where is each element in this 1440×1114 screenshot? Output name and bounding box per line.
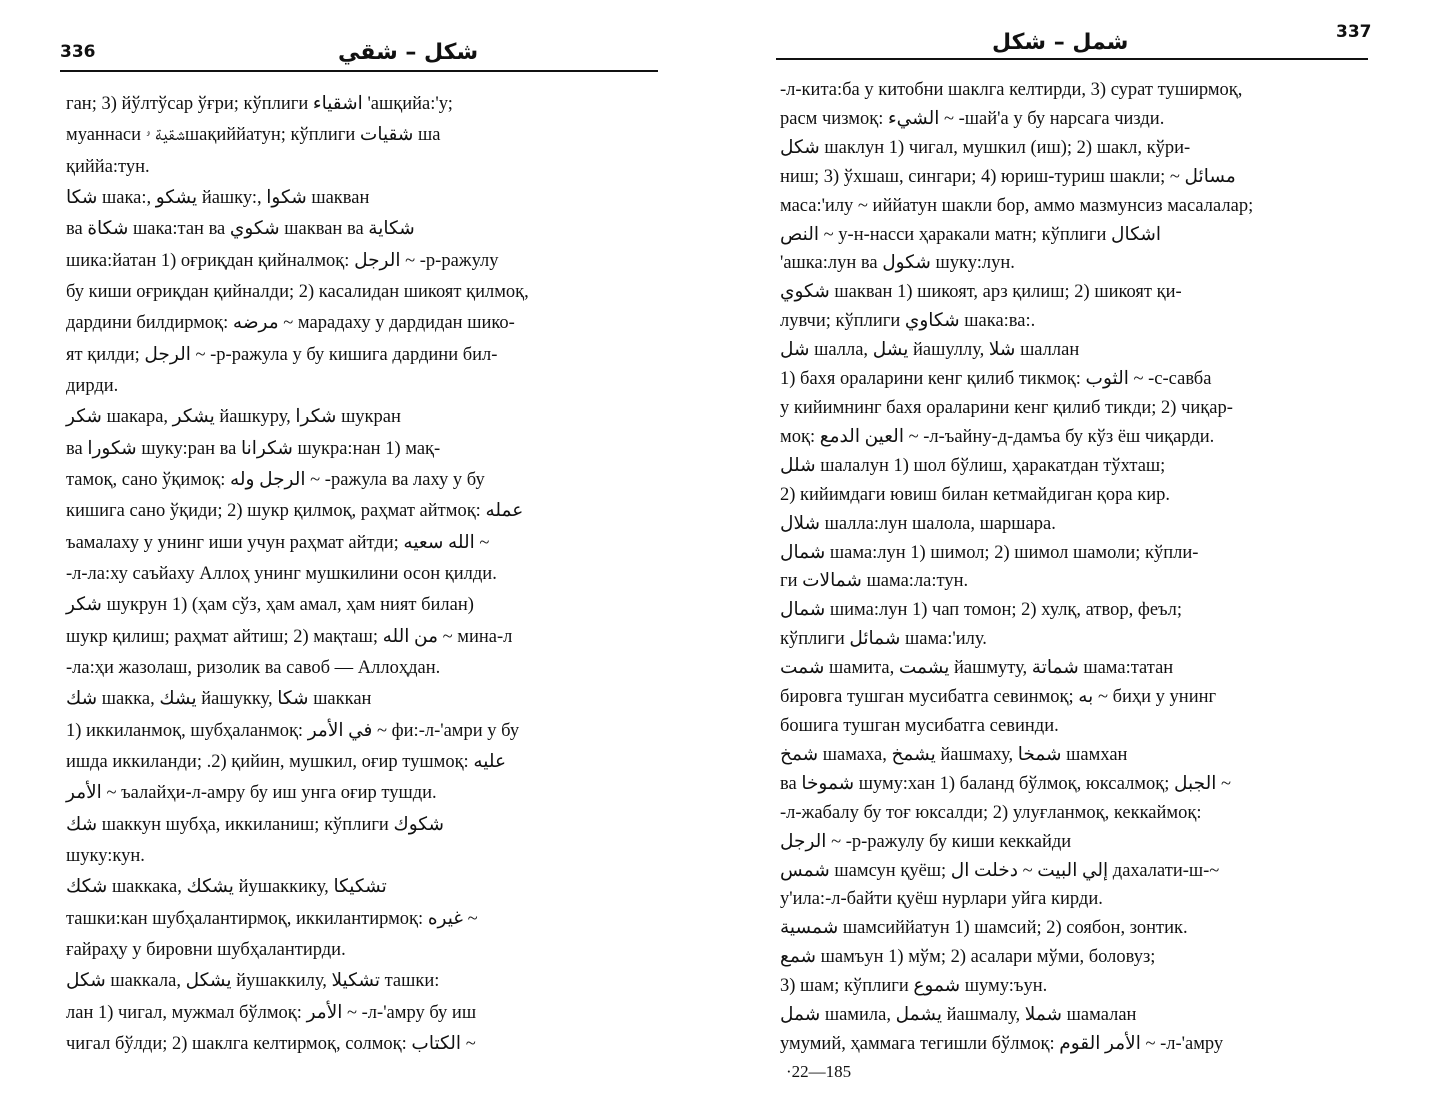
header-rule-right — [776, 58, 1368, 60]
text-line: у кийимнинг бахя ораларини кенг қилиб тикди; 2) чиқар- — [780, 398, 1233, 418]
text-line: ташки:кан шубҳалантирмоқ, иккилантирмоқ: غيره ~ — [66, 908, 478, 929]
footer-signature: ·22—185 — [786, 1062, 852, 1081]
text-line: ят қилди; الرجل ~ -р-ражула у бу кишига дардини бил- — [66, 344, 498, 365]
text-line: дардини билдирмоқ: مرضه ~ марадаху у дардидан шико- — [66, 313, 515, 334]
text-line: қиййа:тун. — [66, 156, 150, 177]
text-line: شكا шака:, يشكو йашку:, شكوا шакван — [66, 188, 370, 208]
text-line: ги شمالات шама:ла:тун. — [780, 571, 969, 592]
text-line: شك шакка, يشك йашукку, شكا шаккан — [66, 689, 372, 710]
text-line: شكر шукрун 1) (ҳам сўз, ҳам амал, ҳам ният билан) — [66, 595, 474, 616]
text-line: النص ~ у-н-насси ҳаракали матн; кўплиги اشكال — [780, 224, 1161, 245]
text-line: кўплиги شمائل шама:'илу. — [780, 629, 987, 650]
text-line: شمل шамила, يشمل йашмалу, شملا шамалан — [780, 1005, 1137, 1026]
text-line: شمال шима:лун 1) чап томон; 2) хулқ, атвор, феъл; — [780, 600, 1182, 621]
text-line: ва شموخا шуму:хан 1) баланд бўлмоқ, юксалмоқ; الجبل ~ — [780, 773, 1231, 794]
text-line: -л-кита:ба у китобни шаклга келтирди, 3) сурат туширмоқ, — [780, 80, 1243, 100]
text-line: лан 1) чигал, мужмал бўлмоқ: الأمر ~ -л-'амру бу иш — [66, 1002, 477, 1023]
text-line: муаннаси شقية ۥшақиййатун; кўплиги شقيات ша — [66, 125, 441, 146]
text-line: моқ: العين الدمع ~ -л-ъайну-д-дамъа бу кўз ёш чиқарди. — [780, 426, 1215, 447]
header-rule-left — [60, 70, 658, 72]
text-line: ган; 3) йўлтўсар ўғри; кўплиги اشقياء 'ашқийа:'у; — [66, 94, 453, 114]
text-line: кишига сано ўқиди; 2) шукр қилмоқ, раҳмат айтмоқ: عمله — [66, 501, 524, 522]
text-line: шика:йатан 1) оғриқдан қийналмоқ: الرجل ~ -р-ражулу — [66, 250, 499, 271]
text-line: شمت шамита, يشمت йашмуту, شماتة шама:татан — [780, 658, 1174, 679]
text-line: -л-ла:ху саъйаху Аллоҳ унинг мушкилини осон қилди. — [66, 564, 497, 584]
right-page — [720, 0, 1440, 1114]
text-line: شمخ шамаха, يشمخ йашмаху, شمخا шамхан — [780, 744, 1128, 765]
text-line: ғайраҳу у бировни шубҳалантирди. — [66, 940, 346, 960]
text-line: الأمر ~ ъалайҳи-л-амру бу иш унга оғир тушди. — [66, 783, 437, 804]
text-line: -л-жабалу бу тоғ юксалди; 2) улуғланмоқ, кеккаймоқ: — [780, 802, 1202, 823]
page-number-right: 337 — [1336, 22, 1372, 42]
text-line: 3) шам; кўплиги شموع шуму:ъун. — [780, 976, 1048, 997]
text-line: 1) бахя ораларини кенг қилиб тикмоқ: الثوب ~ -с-савба — [780, 369, 1212, 390]
page-number-left: 336 — [60, 42, 96, 62]
text-line: ва شكاة шака:тан ва شكوي шакван ва شكاية — [66, 219, 415, 240]
text-line: шукр қилиш; раҳмат айтиш; 2) мақташ; من الله ~ мина-л — [66, 626, 513, 647]
text-line: شمسية шамсиййатун 1) шамсий; 2) соябон, зонтик. — [780, 918, 1188, 939]
header-title-left: شكل – شقي — [338, 40, 479, 65]
text-line: -ла:ҳи жазолаш, ризолик ва савоб — Аллоҳдан. — [66, 658, 441, 678]
text-line: شكوي шакван 1) шикоят, арз қилиш; 2) шикоят қи- — [780, 282, 1182, 303]
text-line: شل шалла, يشل йашуллу, شلا шаллан — [780, 340, 1080, 361]
text-line: 'ашка:лун ва شكول шуку:лун. — [780, 253, 1015, 274]
text-line: 2) кийимдаги ювиш билан кетмайдиган қора кир. — [780, 484, 1171, 505]
text-line: الرجل ~ -р-ражулу бу киши кеккайди — [780, 831, 1072, 852]
text-line: شمال шама:лун 1) шимол; 2) шимол шамоли; кўпли- — [780, 542, 1199, 563]
text-line: чигал бўлди; 2) шаклга келтирмоқ, солмоқ: الكتاب ~ — [66, 1034, 476, 1054]
text-line: у'ила:-л-байти қуёш нурлари уйга кирди. — [780, 889, 1103, 910]
text-line: شكك шаккака, يشكك йушаккику, تشكيكا — [66, 877, 387, 898]
text-line: شكر шакара, يشكر йашкуру, شكرا шукран — [66, 407, 401, 428]
text-line: شكل шаккала, يشكل йушаккилу, تشكيلا ташки: — [66, 971, 440, 992]
text-line: бошига тушган мусибатга севинди. — [780, 716, 1059, 736]
text-line: شلال шалла:лун шалола, шаршара. — [780, 513, 1056, 534]
text-line: тамоқ, сано ўқимоқ: الرجل وله ~ -ражула ва лаху у бу — [66, 470, 485, 490]
text-line: ва شكورا шуку:ран ва شكرانا шукра:нан 1) мақ- — [66, 438, 441, 459]
text-line: бу киши оғриқдан қийналди; 2) касалидан шикоят қилмоқ, — [66, 282, 529, 302]
text-line: бировга тушган мусибатга севинмоқ; به ~ биҳи у унинг — [780, 687, 1217, 708]
text-line: маса:'илу ~ иййатун шакли бор, аммо мазмунсиз масалалар; — [780, 195, 1254, 216]
text-line: شك шаккун шубҳа, иккиланиш; кўплиги شكوك — [66, 814, 444, 835]
text-line: дирди. — [66, 376, 119, 396]
text-line: 1) иккиланмоқ, шубҳаланмоқ: في الأمر ~ фи:-л-'амри у бу — [66, 720, 520, 741]
header-title-right: شمل – شكل — [992, 30, 1129, 55]
text-line: расм чизмоқ: الشيء ~ -шай'а у бу нарсага чизди. — [780, 108, 1165, 129]
text-line: умумий, ҳаммага тегишли бўлмоқ: الأمر القوم ~ -л-'амру — [780, 1034, 1224, 1054]
text-line: شكل шаклун 1) чигал, мушкил (иш); 2) шакл, кўри- — [780, 137, 1191, 158]
text-line: лувчи; кўплиги شكاوي шака:ва:. — [780, 311, 1036, 332]
text-line: شمع шамъун 1) мўм; 2) асалари мўми, боловуз; — [780, 947, 1156, 968]
text-line: шуку:кун. — [66, 846, 145, 866]
text-line: شلل шалалун 1) шол бўлиш, ҳаракатдан тўхташ; — [780, 455, 1166, 476]
text-line: شمس шамсун қуёш; إلي البيت ~ دخلت ال дахалати-ш-~ — [780, 860, 1220, 881]
text-line: ишда иккиланди; .2) қийин, мушкил, оғир тушмоқ: عليه — [66, 752, 506, 772]
text-line: ъамалаху у унинг иши учун раҳмат айтди; الله سعيه ~ — [66, 532, 490, 553]
text-line: ниш; 3) ўхшаш, сингари; 4) юриш-туриш шакли; ~ مسائل — [780, 166, 1236, 187]
